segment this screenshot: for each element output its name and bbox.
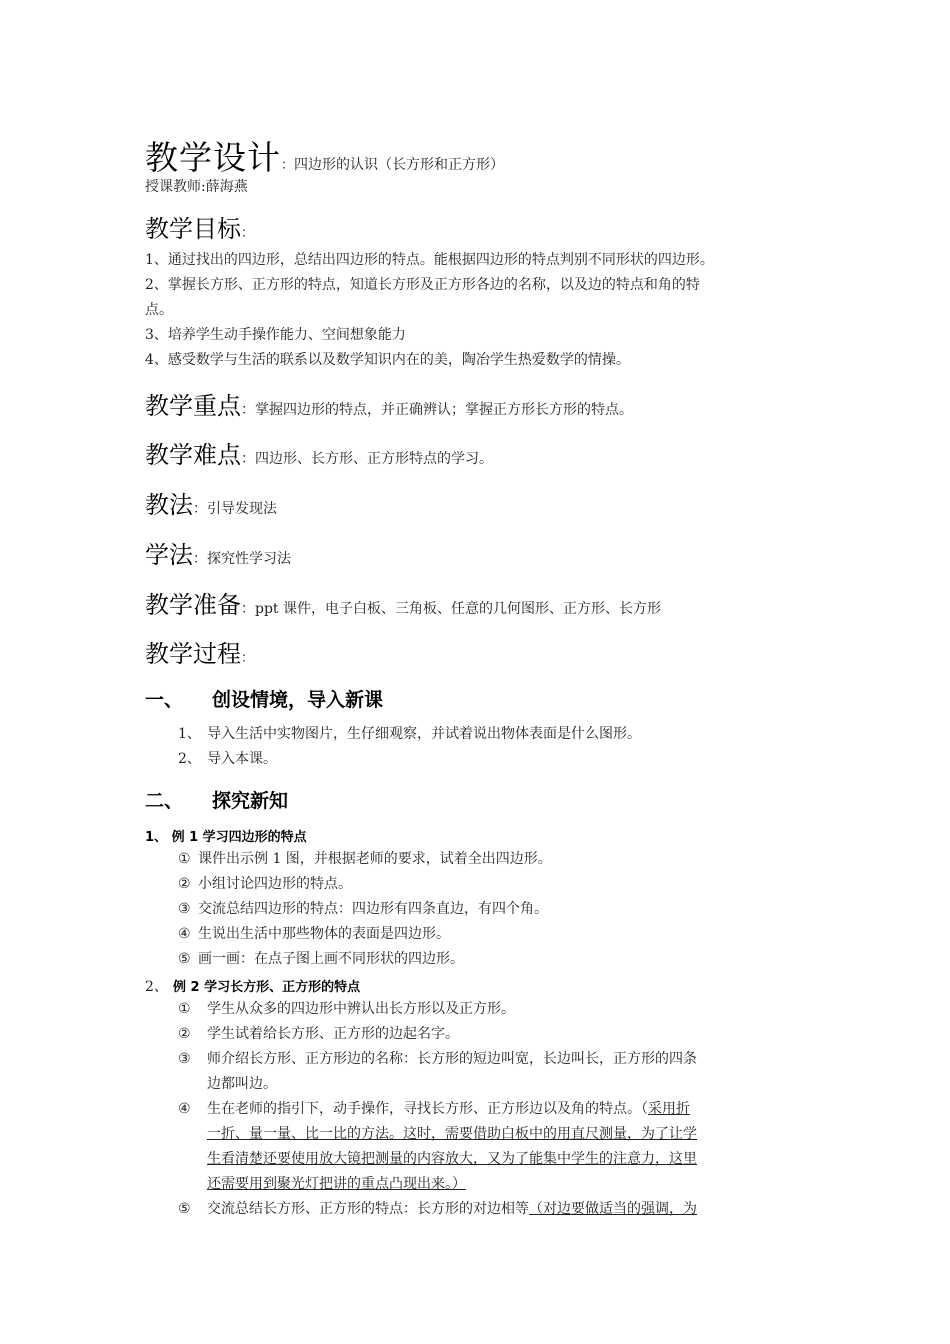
item-marker: ②	[178, 1026, 191, 1042]
underlined-note-line: 生看清楚还要使用放大镜把测量的内容放大，又为了能集中学生的注意力，这里	[207, 1151, 697, 1167]
teacher-line: 授课教师:薛海燕	[145, 179, 248, 195]
key-point	[145, 386, 633, 421]
example2-item-continuation: 边都叫边。	[207, 1076, 277, 1092]
section1-item-num: 2、	[178, 751, 201, 767]
example2-item	[178, 997, 515, 1022]
item-text: 学生从众多的四边形中辨认出长方形以及正方形。	[207, 1001, 515, 1017]
example2-item	[178, 1022, 459, 1047]
title-sep: ：	[281, 158, 295, 173]
example1-item	[178, 897, 548, 922]
key-point-heading: 教学重点	[145, 392, 241, 420]
example1-item	[178, 922, 450, 947]
item-marker: ④	[178, 1101, 191, 1117]
doc-title	[145, 132, 504, 179]
underlined-note-line: 还需要用到聚光灯把讲的重点凸现出来。）	[207, 1176, 466, 1192]
example2-title-line	[145, 976, 360, 996]
objective-item: 1、通过找出的四边形，总结出四边形的特点。能根据四边形的特点判别不同形状的四边形。	[145, 252, 714, 268]
example2-item	[178, 1097, 690, 1122]
learning-method-heading: 学法	[145, 541, 193, 569]
example1-title: 1、 例 1 学习四边形的特点	[145, 830, 307, 845]
difficulty-text: ：四边形、长方形、正方形特点的学习。	[241, 451, 493, 467]
section1-item	[178, 747, 277, 772]
key-point-text: ：掌握四边形的特点，并正确辨认；掌握正方形长方形的特点。	[241, 402, 633, 418]
item-marker: ⑤	[178, 951, 191, 967]
underlined-note: （对边要做适当的强调，为	[529, 1201, 697, 1217]
objective-item: 点。	[145, 302, 173, 318]
teaching-method-heading: 教法	[145, 491, 193, 519]
process-heading-text: 教学过程	[145, 640, 241, 668]
section1-num: 一、	[145, 689, 184, 711]
item-marker: ①	[178, 851, 191, 867]
underlined-note-line: 一折、量一量、比一比的方法。这时，需要借助白板中的用直尺测量，为了让学	[207, 1126, 697, 1142]
difficulty	[145, 435, 493, 470]
item-text: 生说出生活中那些物体的表面是四边形。	[198, 926, 450, 942]
section1-item-num: 1、	[178, 726, 201, 742]
preparation-heading: 教学准备	[145, 591, 241, 619]
item-marker: ④	[178, 926, 191, 942]
objectives-colon: ：	[241, 226, 255, 241]
objective-item: 2、掌握长方形、正方形的特点，知道长方形及正方形各边的名称，以及边的特点和角的特	[145, 277, 700, 293]
item-text: 生在老师的指引下，动手操作，寻找长方形、正方形边以及角的特点。（	[207, 1101, 648, 1117]
item-text: 交流总结长方形、正方形的特点：长方形的对边相等	[207, 1201, 529, 1217]
item-marker: ①	[178, 1001, 191, 1017]
underlined-note: 采用折	[648, 1101, 690, 1117]
objectives-heading-text: 教学目标	[145, 215, 241, 243]
item-text: 画一画：在点子图上画不同形状的四边形。	[198, 951, 464, 967]
item-text: 小组讨论四边形的特点。	[198, 876, 352, 892]
title-main: 教学设计	[145, 138, 281, 177]
item-marker: ②	[178, 876, 191, 892]
learning-method-text: ：探究性学习法	[193, 551, 291, 567]
item-marker: ③	[178, 1051, 191, 1067]
section2-num: 二、	[145, 790, 184, 812]
example1-item	[178, 947, 464, 972]
section1-item	[178, 722, 641, 747]
example2-title: 例 2 学习长方形、正方形的特点	[173, 980, 361, 995]
process-colon: ：	[241, 651, 255, 666]
item-text: 交流总结四边形的特点：四边形有四条直边，有四个角。	[198, 901, 548, 917]
example2-num: 2、	[145, 979, 168, 995]
section1-title: 创设情境，导入新课	[212, 689, 384, 711]
section1-item-text: 导入生活中实物图片，生仔细观察，并试着说出物体表面是什么图形。	[207, 726, 641, 742]
objective-item: 3、培养学生动手操作能力、空间想象能力	[145, 327, 406, 343]
example1-item	[178, 847, 552, 872]
teaching-method-text: ：引导发现法	[193, 501, 277, 517]
section1-item-text: 导入本课。	[207, 751, 277, 767]
objective-item: 4、感受数学与生活的联系以及数学知识内在的美，陶冶学生热爱数学的情操。	[145, 352, 630, 368]
item-marker: ⑤	[178, 1201, 191, 1217]
difficulty-heading: 教学难点	[145, 441, 241, 469]
preparation-text: ：ppt 课件，电子白板、三角板、任意的几何图形、正方形、长方形	[241, 601, 661, 617]
preparation	[145, 585, 661, 620]
objectives-heading	[145, 209, 254, 244]
item-text: 师介绍长方形、正方形边的名称：长方形的短边叫宽，长边叫长，正方形的四条	[207, 1051, 697, 1067]
section2-title: 探究新知	[212, 790, 289, 812]
item-text: 课件出示例 1 图，并根据老师的要求，试着全出四边形。	[198, 851, 552, 867]
title-sub: 四边形的认识（长方形和正方形）	[294, 157, 505, 173]
example2-item	[178, 1047, 697, 1072]
teaching-method	[145, 485, 277, 520]
process-heading	[145, 634, 254, 669]
item-text: 学生试着给长方形、正方形的边起名字。	[207, 1026, 459, 1042]
example1-item	[178, 872, 352, 897]
example2-item	[178, 1197, 697, 1222]
learning-method	[145, 535, 291, 570]
item-marker: ③	[178, 901, 191, 917]
